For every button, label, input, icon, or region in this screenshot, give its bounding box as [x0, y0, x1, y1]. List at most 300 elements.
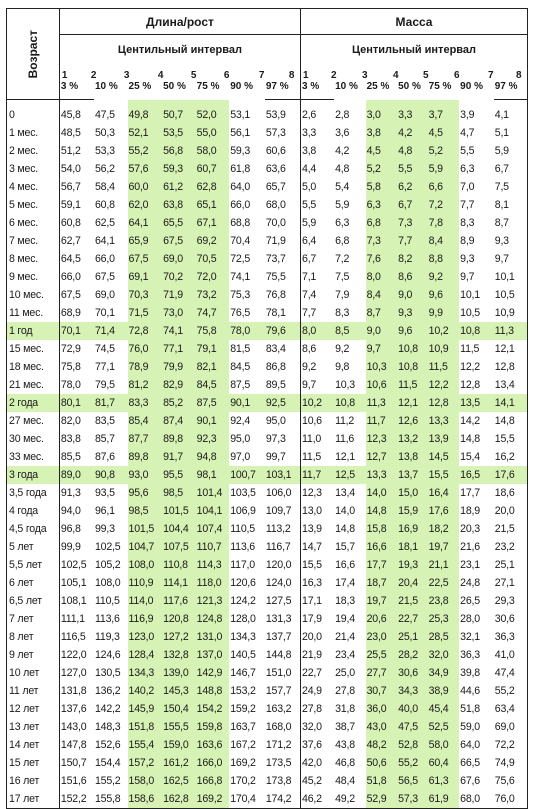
- mass-cell: 22,5: [428, 574, 460, 592]
- length-cell: 167,2: [230, 739, 256, 751]
- mass-cell: 14,8: [366, 502, 398, 520]
- mass-interval-number: 8: [516, 70, 522, 82]
- mass-cell: 10,1: [460, 289, 480, 301]
- length-cell: 52,1: [128, 124, 163, 142]
- mass-cell: 16,3: [302, 577, 322, 589]
- mass-cell: 23,4: [335, 649, 355, 661]
- length-cell: 166,8: [196, 772, 230, 790]
- mass-cell: 16,6: [335, 559, 355, 571]
- mass-cell: 13,3: [428, 412, 460, 430]
- length-cell: 114,3: [196, 556, 230, 574]
- mass-cell: 4,4: [302, 163, 317, 175]
- length-cell: 67,5: [94, 271, 115, 283]
- length-cell: 157,2: [128, 754, 163, 772]
- length-cell: 63,8: [162, 196, 196, 214]
- length-cell: 168,0: [265, 718, 301, 736]
- mass-cell: 4,5: [428, 124, 460, 142]
- length-cell: 64,0: [230, 181, 251, 193]
- mass-cell: 19,4: [335, 613, 355, 625]
- mass-cell: 14,2: [460, 415, 480, 427]
- mass-cell: 75,6: [494, 772, 528, 790]
- length-cell: 65,5: [162, 214, 196, 232]
- mass-cell: 9,6: [397, 322, 428, 340]
- mass-cell: 48,4: [335, 775, 355, 787]
- length-cell: 69,1: [128, 268, 163, 286]
- length-cell: 127,0: [60, 667, 87, 679]
- length-cell: 92,5: [265, 394, 301, 412]
- length-cell: 59,3: [230, 145, 251, 157]
- length-cell: 64,1: [94, 235, 115, 247]
- mass-cell: 6,6: [428, 178, 460, 196]
- length-cell: 131,8: [60, 685, 87, 697]
- mass-cell: 15,8: [366, 520, 398, 538]
- length-interval-number: 3: [123, 70, 130, 82]
- length-cell: 98,5: [162, 484, 196, 502]
- age-header-label: Возраст: [25, 29, 40, 79]
- mass-cell: 3,6: [335, 127, 350, 139]
- length-cell: 173,5: [265, 754, 301, 772]
- mass-cell: 13,2: [397, 430, 428, 448]
- age-cell: 1 мес.: [7, 124, 60, 142]
- mass-interval-number: 1: [303, 70, 309, 82]
- age-cell: 12 лет: [7, 700, 60, 718]
- length-pct-90: 90 %: [230, 81, 254, 93]
- length-cell: 162,5: [162, 772, 196, 790]
- mass-cell: 8,9: [460, 235, 475, 247]
- mass-cell: 52,8: [397, 736, 428, 754]
- length-cell: 82,9: [162, 376, 196, 394]
- mass-cell: 6,3: [366, 196, 398, 214]
- length-cell: 70,2: [162, 268, 196, 286]
- mass-cell: 6,4: [302, 235, 317, 247]
- mass-cell: 7,6: [366, 250, 398, 268]
- mass-cell: 6,7: [494, 160, 528, 178]
- length-cell: 90,8: [94, 466, 128, 484]
- table-row: [7, 322, 528, 340]
- mass-cell: 12,8: [494, 358, 528, 376]
- length-cell: 93,5: [94, 487, 115, 499]
- length-cell: 79,5: [94, 379, 115, 391]
- age-cell: 27 мес.: [7, 412, 60, 430]
- length-interval-number: 7: [258, 70, 265, 82]
- length-cell: 50,3: [94, 127, 115, 139]
- mass-cell: 14,8: [335, 523, 355, 535]
- length-cell: 174,2: [265, 790, 301, 809]
- mass-cell: 13,0: [302, 505, 322, 517]
- mass-cell: 37,6: [302, 739, 322, 751]
- mass-cell: 48,2: [366, 736, 398, 754]
- mass-cell: 14,8: [460, 433, 480, 445]
- length-cell: 97,0: [230, 451, 251, 463]
- length-cell: 145,9: [128, 700, 163, 718]
- mass-cell: 45,2: [302, 775, 322, 787]
- mass-cell: 8,0: [301, 322, 335, 340]
- length-cell: 70,0: [265, 214, 301, 232]
- mass-cell: 20,6: [366, 610, 398, 628]
- length-cell: 75,8: [196, 322, 230, 340]
- length-cell: 102,5: [94, 541, 121, 553]
- mass-cell: 5,9: [494, 142, 528, 160]
- mass-pct-90: 90 %: [460, 81, 483, 93]
- length-cell: 140,2: [128, 682, 163, 700]
- mass-cell: 12,6: [397, 412, 428, 430]
- mass-cell: 10,3: [335, 379, 355, 391]
- mass-cell: 28,5: [428, 628, 460, 646]
- length-cell: 85,4: [128, 412, 163, 430]
- table-row: [7, 682, 528, 700]
- length-cell: 155,5: [162, 718, 196, 736]
- mass-cell: 74,9: [494, 754, 528, 772]
- mass-cell: 10,5: [460, 307, 480, 319]
- length-pct-97: 97 %: [265, 81, 301, 99]
- mass-cell: 8,3: [460, 217, 475, 229]
- age-cell: 21 мес.: [7, 376, 60, 394]
- length-cell: 120,6: [230, 577, 256, 589]
- mass-cell: 10,1: [494, 268, 528, 286]
- mass-pct-50: 50 %: [398, 81, 421, 93]
- length-cell: 131,0: [196, 628, 230, 646]
- length-cell: 104,7: [128, 538, 163, 556]
- age-cell: 2 года: [7, 394, 60, 412]
- mass-cell: 2,8: [335, 108, 350, 121]
- mass-cell: 29,3: [494, 592, 528, 610]
- length-cell: 147,8: [60, 739, 87, 751]
- length-cell: 67,5: [162, 232, 196, 250]
- table-row: [7, 160, 528, 178]
- length-pct-75: 75 %: [196, 81, 220, 93]
- length-cell: 169,2: [196, 790, 230, 809]
- mass-cell: 5,0: [302, 181, 317, 193]
- age-cell: 15 мес.: [7, 340, 60, 358]
- mass-cell: 27,8: [335, 685, 355, 697]
- mass-cell: 34,3: [397, 682, 428, 700]
- length-cell: 66,0: [230, 199, 251, 211]
- age-cell: 10 лет: [7, 664, 60, 682]
- length-interval-number: 1: [61, 70, 68, 82]
- length-cell: 99,9: [60, 541, 81, 553]
- length-cell: 114,1: [162, 574, 196, 592]
- mass-cell: 13,7: [397, 466, 428, 484]
- length-cell: 78,9: [128, 358, 163, 376]
- length-cell: 106,9: [230, 505, 256, 517]
- mass-cell: 30,6: [397, 664, 428, 682]
- mass-cell: 15,4: [460, 451, 480, 463]
- mass-cell: 21,9: [302, 649, 322, 661]
- length-cell: 132,8: [162, 646, 196, 664]
- length-cell: 87,5: [196, 394, 230, 412]
- length-cell: 90,1: [229, 394, 265, 412]
- mass-cell: 17,7: [460, 487, 480, 499]
- age-cell: 10 мес.: [7, 286, 60, 304]
- mass-cell: 9,2: [335, 343, 350, 355]
- mass-cell: 5,5: [302, 199, 317, 211]
- mass-cell: 11,7: [366, 412, 398, 430]
- length-cell: 66,0: [60, 271, 81, 283]
- length-cell: 92,4: [230, 415, 251, 427]
- length-cell: 75,3: [230, 289, 251, 301]
- length-cell: 78,0: [60, 379, 81, 391]
- mass-cell: 67,6: [460, 775, 480, 787]
- length-cell: 124,6: [94, 649, 121, 661]
- mass-cell: 40,0: [397, 700, 428, 718]
- length-cell: 61,8: [230, 163, 251, 175]
- mass-cell: 9,7: [366, 340, 398, 358]
- mass-cell: 8,0: [366, 268, 398, 286]
- length-cell: 60,0: [128, 178, 163, 196]
- length-pct-25: 25 %: [128, 81, 152, 93]
- table-row: [7, 664, 528, 682]
- mass-cell: 30,6: [494, 610, 528, 628]
- mass-cell: 23,2: [494, 538, 528, 556]
- length-cell: 53,5: [162, 124, 196, 142]
- mass-cell: 19,7: [366, 592, 398, 610]
- length-cell: 45,8: [60, 109, 81, 121]
- mass-cell: 2,6: [302, 109, 317, 121]
- mass-cell: 27,8: [302, 703, 322, 715]
- table-row: [7, 196, 528, 214]
- mass-cell: 28,0: [460, 613, 480, 625]
- mass-pct-75: 75 %: [428, 81, 452, 93]
- mass-cell: 4,5: [366, 142, 398, 160]
- table-row: [7, 142, 528, 160]
- mass-cell: 13,8: [397, 448, 428, 466]
- age-cell: 11 мес.: [7, 304, 60, 322]
- length-cell: 91,3: [60, 487, 81, 499]
- length-cell: 117,6: [162, 592, 196, 610]
- length-cell: 69,2: [196, 232, 230, 250]
- length-cell: 114,0: [128, 592, 163, 610]
- mass-cell: 8,5: [334, 322, 366, 340]
- length-cell: 157,7: [265, 682, 301, 700]
- mass-cell: 10,5: [494, 286, 528, 304]
- length-cell: 124,2: [230, 595, 256, 607]
- mass-cell: 17,6: [494, 466, 528, 484]
- length-cell: 163,7: [230, 721, 256, 733]
- length-cell: 76,8: [265, 286, 301, 304]
- mass-cell: 66,5: [460, 757, 480, 769]
- length-cell: 130,5: [94, 667, 121, 679]
- length-cell: 62,5: [94, 217, 115, 229]
- mass-cell: 30,7: [366, 682, 398, 700]
- length-cell: 71,9: [162, 286, 196, 304]
- mass-cell: 6,7: [302, 253, 317, 265]
- length-cell: 106,0: [265, 484, 301, 502]
- age-cell: 6,5 лет: [7, 592, 60, 610]
- length-cell: 85,5: [60, 451, 81, 463]
- mass-pct-3: 3 %: [301, 81, 335, 99]
- length-cell: 154,2: [196, 700, 230, 718]
- mass-cell: 7,8: [428, 214, 460, 232]
- length-cell: 110,8: [162, 556, 196, 574]
- mass-cell: 36,0: [366, 700, 398, 718]
- length-cell: 80,1: [59, 394, 94, 412]
- length-cell: 144,8: [265, 646, 301, 664]
- mass-cell: 76,0: [494, 790, 528, 809]
- mass-cell: 11,5: [397, 376, 428, 394]
- length-cell: 82,0: [60, 415, 81, 427]
- age-cell: 8 лет: [7, 628, 60, 646]
- table-row: [7, 268, 528, 286]
- length-cell: 159,0: [162, 736, 196, 754]
- length-cell: 111,1: [60, 613, 85, 625]
- length-cell: 122,0: [60, 649, 87, 661]
- length-cell: 70,1: [94, 307, 115, 319]
- length-cell: 142,9: [196, 664, 230, 682]
- mass-cell: 10,8: [397, 340, 428, 358]
- table-row: [7, 574, 528, 592]
- mass-cell: 10,8: [334, 394, 366, 412]
- length-cell: 95,6: [128, 484, 163, 502]
- length-cell: 86,8: [265, 358, 301, 376]
- mass-cell: 9,7: [302, 379, 317, 391]
- length-interval-number: 5: [190, 70, 197, 82]
- mass-cell: 11,3: [494, 322, 528, 340]
- mass-cell: 16,2: [494, 448, 528, 466]
- mass-cell: 10,2: [301, 394, 335, 412]
- length-cell: 116,7: [265, 538, 301, 556]
- mass-cell: 64,0: [460, 739, 480, 751]
- length-cell: 81,5: [230, 343, 251, 355]
- length-cell: 87,7: [128, 430, 163, 448]
- mass-cell: 6,8: [366, 214, 398, 232]
- length-cell: 108,0: [94, 577, 121, 589]
- length-cell: 139,0: [162, 664, 196, 682]
- table-row: [7, 502, 528, 520]
- mass-cell: 8,7: [366, 304, 398, 322]
- length-cell: 56,2: [94, 163, 115, 175]
- length-cell: 72,0: [196, 268, 230, 286]
- mass-cell: 3,7: [428, 100, 460, 125]
- age-cell: 5 лет: [7, 538, 60, 556]
- length-cell: 103,5: [230, 487, 256, 499]
- mass-cell: 47,4: [494, 664, 528, 682]
- mass-pct-97: 97 %: [494, 81, 528, 99]
- mass-cell: 31,8: [335, 703, 355, 715]
- length-cell: 166,0: [196, 754, 230, 772]
- mass-cell: 51,8: [366, 772, 398, 790]
- table-row: [7, 430, 528, 448]
- length-cell: 89,5: [265, 376, 301, 394]
- length-cell: 76,5: [230, 307, 251, 319]
- length-cell: 110,5: [94, 595, 120, 607]
- length-cell: 159,2: [230, 703, 256, 715]
- age-cell: 17 лет: [7, 790, 60, 809]
- length-cell: 79,9: [162, 358, 196, 376]
- mass-cell: 7,4: [302, 289, 317, 301]
- table-row: [7, 412, 528, 430]
- mass-cell: 21,4: [335, 631, 355, 643]
- length-cell: 69,0: [94, 289, 115, 301]
- age-cell: 3 мес.: [7, 160, 60, 178]
- length-cell: 163,2: [265, 700, 301, 718]
- length-cell: 81,2: [128, 376, 163, 394]
- length-cell: 68,8: [230, 217, 251, 229]
- mass-cell: 4,7: [460, 127, 475, 139]
- length-cell: 146,7: [230, 667, 256, 679]
- length-cell: 87,6: [94, 451, 115, 463]
- length-cell: 84,5: [230, 361, 251, 373]
- length-cell: 127,2: [162, 628, 196, 646]
- length-cell: 72,9: [60, 343, 81, 355]
- mass-pct-25: 25 %: [366, 81, 390, 93]
- mass-cell: 14,7: [302, 541, 322, 553]
- age-cell: 4 мес.: [7, 178, 60, 196]
- mass-cell: 11,0: [302, 433, 322, 445]
- mass-cell: 43,0: [366, 718, 398, 736]
- mass-cell: 12,3: [366, 430, 398, 448]
- mass-cell: 52,9: [366, 790, 398, 809]
- length-cell: 155,4: [128, 736, 163, 754]
- mass-cell: 32,0: [428, 646, 460, 664]
- age-cell: 30 мес.: [7, 430, 60, 448]
- mass-cell: 41,0: [494, 646, 528, 664]
- length-cell: 78,1: [265, 304, 301, 322]
- mass-cell: 47,5: [397, 718, 428, 736]
- mass-cell: 12,3: [302, 487, 322, 499]
- age-cell: 7 мес.: [7, 232, 60, 250]
- mass-cell: 9,0: [397, 286, 428, 304]
- length-cell: 73,2: [196, 286, 230, 304]
- mass-cell: 7,9: [335, 289, 350, 301]
- table-row: [7, 304, 528, 322]
- length-cell: 110,5: [230, 523, 255, 535]
- mass-cell: 5,2: [366, 160, 398, 178]
- length-cell: 67,1: [196, 214, 230, 232]
- age-cell: 4 года: [7, 502, 60, 520]
- length-cell: 93,0: [128, 466, 163, 484]
- length-cell: 87,4: [162, 412, 196, 430]
- length-cell: 137,7: [265, 628, 301, 646]
- length-cell: 65,1: [196, 196, 230, 214]
- centile-table: [6, 8, 528, 805]
- age-cell: 7 лет: [7, 610, 60, 628]
- length-cell: 97,3: [265, 430, 301, 448]
- length-cell: 81,7: [94, 394, 128, 412]
- length-cell: 113,6: [94, 613, 120, 625]
- table-row: [7, 466, 528, 484]
- length-cell: 71,9: [265, 232, 301, 250]
- length-cell: 70,4: [230, 235, 251, 247]
- mass-cell: 61,3: [428, 772, 460, 790]
- length-cell: 137,0: [196, 646, 230, 664]
- mass-cell: 22,7: [302, 667, 322, 679]
- table-row: [7, 100, 528, 125]
- table-row: [7, 124, 528, 142]
- mass-cell: 72,2: [494, 736, 528, 754]
- mass-cell: 11,7: [301, 466, 335, 484]
- length-cell: 48,5: [60, 127, 81, 139]
- length-cell: 56,8: [162, 142, 196, 160]
- mass-cell: 7,5: [335, 271, 350, 283]
- mass-cell: 8,3: [335, 307, 350, 319]
- length-cell: 108,1: [60, 595, 87, 607]
- mass-cell: 10,8: [397, 358, 428, 376]
- mass-cell: 21,5: [397, 592, 428, 610]
- length-cell: 136,2: [94, 685, 121, 697]
- table-row: [7, 286, 528, 304]
- length-cell: 110,9: [128, 574, 163, 592]
- length-cell: 60,8: [60, 217, 81, 229]
- length-cell: 74,5: [94, 343, 115, 355]
- mass-cell: 15,7: [335, 541, 355, 553]
- length-cell: 71,5: [128, 304, 163, 322]
- table-row: [7, 736, 528, 754]
- length-cell: 56,7: [60, 181, 81, 193]
- mass-cell: 13,4: [335, 487, 355, 499]
- mass-cell: 45,4: [428, 700, 460, 718]
- mass-cell: 20,0: [494, 502, 528, 520]
- length-cell: 109,7: [265, 502, 301, 520]
